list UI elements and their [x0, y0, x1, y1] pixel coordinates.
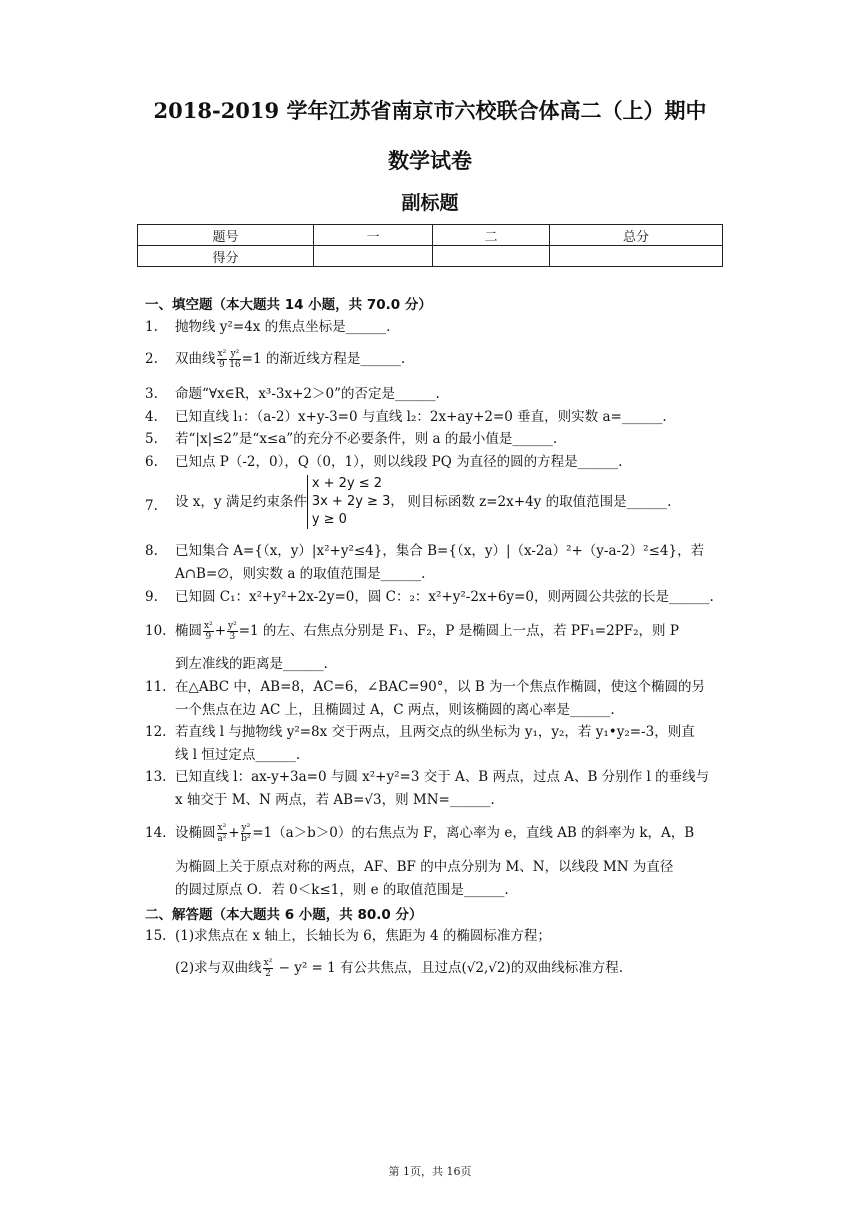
score-table-header-row — [138, 225, 723, 246]
question-13 — [145, 766, 725, 814]
fraction: $\frac{\text{y²}}{\text{b²}}$ — [241, 823, 251, 844]
question-number: 5. — [145, 431, 158, 447]
question-text: 已知圆 C₁：x²+y²+2x-2y=0，圆 C：₂：x²+y²-2x+6y=0，则两圆公共弦的长是______. — [175, 589, 714, 605]
fraction: $\frac{\text{x²}}{2}$ — [263, 958, 273, 979]
question-number: 9. — [145, 589, 158, 605]
score-cell — [314, 246, 433, 267]
score-cell — [550, 246, 723, 267]
question-text-line2: 为椭圆上关于原点对称的两点，AF、BF 的中点分别为 M、N，以线段 MN 为直径 — [175, 859, 674, 875]
question-text: (1)求焦点在 x 轴上，长轴长为 6，焦距为 4 的椭圆标准方程； — [175, 928, 551, 944]
question-number: 10. — [145, 623, 167, 639]
question-text: 已知直线 l：ax-y+3a=0 与圆 x²+y²=3 交于 A、B 两点，过点 A、B 分别作 l 的垂线与 — [175, 769, 710, 785]
exam-subtitle: 副标题 — [401, 192, 459, 214]
question-number: 1. — [145, 319, 158, 335]
exam-title-line2: 数学试卷 — [388, 148, 472, 173]
question-text: 若“|x|≤2”是“x≤a”的充分不必要条件，则 a 的最小值是______. — [175, 431, 558, 447]
section-title-fill-in: 一、填空题（本大题共 14 小题，共 70.0 分） — [145, 297, 432, 313]
exam-title-line1: 2018-2019 学年江苏省南京市六校联合体高二（上）期中 — [153, 98, 707, 123]
question-text-line2: A∩B=∅，则实数 a 的取值范围是______. — [175, 566, 426, 582]
question-text: 已知集合 A={（x，y）|x²+y²≤4}，集合 B={（x，y）|（x-2a）²+（y-a-2）²≤4}，若 — [175, 543, 705, 559]
question-text: 已知点 P（-2，0），Q（0，1），则以线段 PQ 为直径的圆的方程是______. — [175, 454, 623, 470]
question-12 — [145, 721, 725, 769]
question-number: 4. — [145, 409, 158, 425]
question-text-line2: 到左准线的距离是______. — [175, 656, 328, 672]
constraint-system: x + 2y ≤ 2 3x + 2y ≥ 3， y ≥ 0 — [307, 475, 404, 529]
question-text: 椭圆 $\frac{\text{x²}}{9}$ + $\frac{\text{y²}}{3}$ =1 的左、右焦点分别是 F₁、F₂，P 是椭圆上一点，若 PF₁=2PF₂，则 P — [175, 621, 679, 642]
score-cell: 二 — [433, 225, 550, 246]
question-number: 15. — [145, 928, 167, 944]
question-number: 11. — [145, 679, 167, 695]
question-number: 12. — [145, 724, 167, 740]
question-number: 2. — [145, 351, 158, 367]
question-text: 命题“∀x∈R，x³-3x+2＞0”的否定是______. — [175, 386, 440, 402]
question-number: 3. — [145, 386, 158, 402]
question-8 — [145, 540, 725, 588]
score-cell — [433, 246, 550, 267]
score-cell: 题号 — [138, 225, 314, 246]
question-text: 设椭圆 $\frac{\text{x²}}{\text{a²}}$ + $\frac{\text{y²}}{\text{b²}}$ =1（a＞b＞0）的右焦点为 F，离心率为 e，直线 AB 的斜率为 k，A，B — [175, 823, 695, 844]
question-text-line3: 的圆过原点 O．若 0＜k≤1，则 e 的取值范围是______. — [175, 882, 509, 898]
score-cell: 得分 — [138, 246, 314, 267]
score-cell: 一 — [314, 225, 433, 246]
question-14 — [145, 822, 725, 902]
score-table — [137, 224, 723, 267]
question-11 — [145, 676, 725, 724]
question-number: 13. — [145, 769, 167, 785]
fraction: $\frac{\text{y²}}{3}$ — [228, 621, 237, 642]
score-table-score-row — [138, 246, 723, 267]
question-text-line2: (2)求与双曲线 $\frac{\text{x²}}{2}$ − y² = 1 有公共焦点，且过点(√2,√2)的双曲线标准方程. — [175, 958, 624, 979]
fraction: $\frac{\text{x²}}{\text{a²}}$ — [217, 823, 227, 844]
question-number: 8. — [145, 543, 158, 559]
question-text: 若直线 l 与抛物线 y²=8x 交于两点，且两交点的纵坐标为 y₁，y₂，若 y₁•y₂=-3，则直 — [175, 724, 695, 740]
question-text: 双曲线 $\frac{\text{x²}}{9}$ $\frac{\text{y²}}{16}$ =1 的渐近线方程是______. — [175, 349, 406, 370]
question-text-line2: 一个焦点在边 AC 上，且椭圆过 A，C 两点，则该椭圆的离心率是______. — [175, 702, 615, 718]
question-15 — [145, 925, 725, 985]
question-number: 14. — [145, 825, 167, 841]
page-footer: 第 1页，共 16页 — [388, 1165, 472, 1178]
question-text: 抛物线 y²=4x 的焦点坐标是______. — [175, 319, 391, 335]
question-text-line2: 线 l 恒过定点______. — [175, 747, 301, 763]
question-10 — [145, 620, 725, 672]
fraction: $\frac{\text{x²}}{9}$ — [217, 349, 227, 370]
fraction: $\frac{\text{y²}}{16}$ — [229, 349, 241, 370]
question-number: 6. — [145, 454, 158, 470]
score-cell: 总分 — [550, 225, 723, 246]
question-text: 在△ABC 中，AB=8，AC=6，∠BAC=90°，以 B 为一个焦点作椭圆，使这个椭圆的另 — [175, 679, 706, 695]
question-text-line2: x 轴交于 M、N 两点，若 AB=√3，则 MN=______. — [175, 792, 495, 808]
question-text: 设 x，y 满足约束条件 x + 2y ≤ 2 3x + 2y ≥ 3， y ≥ 0 则目标函数 z=2x+4y 的取值范围是______. — [175, 476, 672, 527]
question-number: 7. — [145, 498, 158, 514]
section-title-answer: 二、解答题（本大题共 6 小题，共 80.0 分） — [145, 907, 423, 923]
question-text: 已知直线 l₁：（a-2）x+y-3=0 与直线 l₂：2x+ay+2=0 垂直，则实数 a=______. — [175, 409, 667, 425]
question-7 — [145, 475, 725, 535]
fraction: $\frac{\text{x²}}{9}$ — [204, 621, 213, 642]
